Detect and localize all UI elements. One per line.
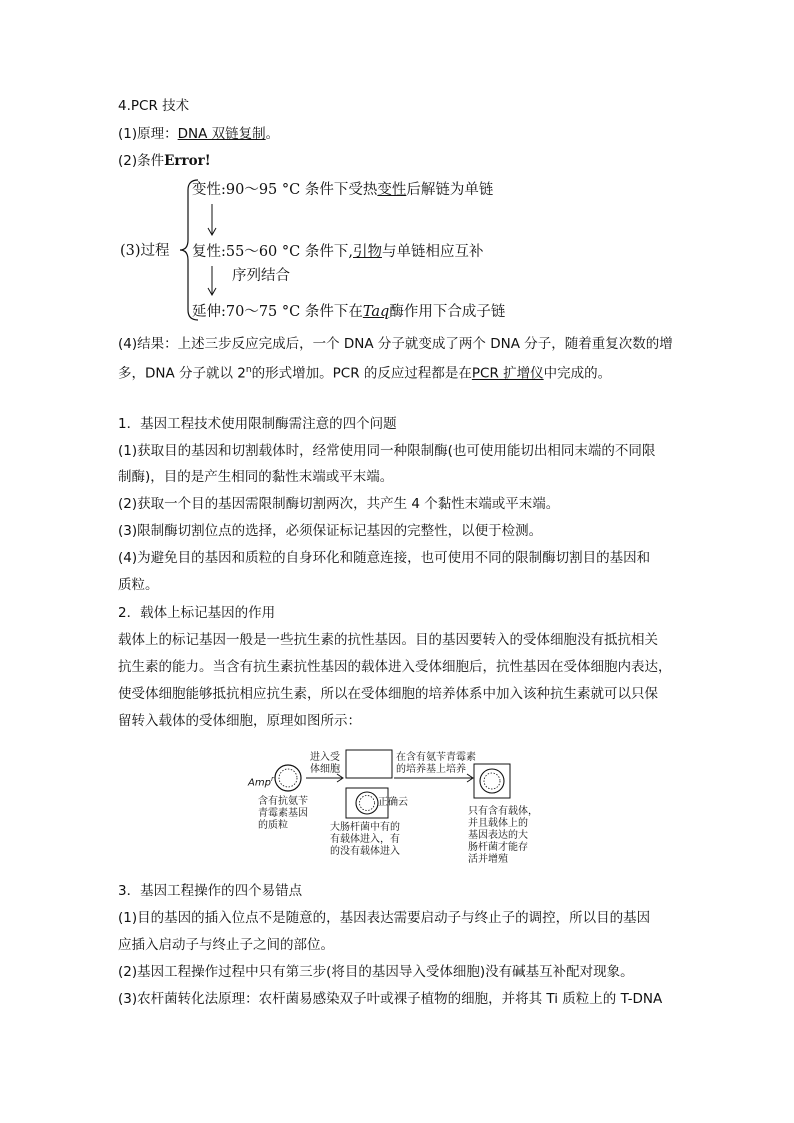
step2-text-b: 与单链相应互补 — [381, 244, 484, 260]
sec2-line1: 载体上的标记基因一般是一些抗生素的抗性基因。目的基因要转入的受体细胞没有抵抗相关 — [118, 632, 658, 648]
sec3-p1-line2: 应插入启动子与终止子之间的部位。 — [118, 937, 334, 953]
plasmid-caption — [258, 796, 308, 832]
step-extend — [192, 302, 505, 322]
step3-underline: Taq — [362, 304, 390, 320]
step3-text-b: 酶作用下合成子链 — [389, 304, 506, 320]
pcr-condition — [118, 151, 211, 171]
pcr-principle — [118, 124, 279, 144]
arrow2-caption-1: 在含有氨苄青霉素 — [396, 752, 476, 763]
result2-a: 多，DNA 分子就以 2 — [118, 365, 246, 382]
step2-text-a: 复性:55～60 °C 条件下, — [192, 244, 353, 260]
plasmid-caption-2: 青霉素基因 — [258, 808, 308, 819]
step-denature — [192, 180, 493, 200]
step1-underline: 变性 — [377, 182, 407, 198]
ecoli-caption-1: 大肠杆菌中有的 — [330, 822, 400, 833]
step3-text-a: 延伸:70～75 °C 条件下在 — [192, 304, 363, 320]
arrow2-caption-2: 的培养基上培养 — [396, 764, 466, 775]
result-caption — [468, 806, 538, 866]
step-anneal-cont: 序列结合 — [232, 268, 290, 284]
sec1-p4-line1: (4)为避免目的基因和质粒的自身环化和随意连接，也可使用不同的限制酶切割目的基因和 — [118, 550, 651, 566]
sec2-line3: 使受体细胞能够抵抗相应抗生素，所以在受体细胞的培养体系中加入该种抗生素就可以只保 — [118, 686, 658, 702]
selection-figure — [244, 744, 544, 864]
sec3-p3: (3)农杆菌转化法原理：农杆菌易感染双子叶或裸子植物的细胞，并将其 Ti 质粒上的 T-DNA — [118, 991, 663, 1007]
process-label: (3)过程 — [120, 243, 170, 259]
sec3-p2: (2)基因工程操作过程中只有第三步(将目的基因导入受体细胞)没有碱基互补配对现象。 — [118, 964, 634, 980]
amp-label — [248, 773, 274, 789]
result-caption-2: 并且载体上的 — [468, 818, 528, 829]
arrow1-caption-1: 进入受 — [310, 752, 340, 763]
step1-text-b: 后解链为单链 — [406, 182, 494, 198]
sec1-p2: (2)获取一个目的基因需限制酶切割两次，共产生 4 个黏性末端或平末端。 — [118, 496, 560, 512]
amp-sup: r — [270, 775, 274, 783]
down-arrow-icon — [206, 204, 218, 238]
down-arrow-icon — [206, 266, 218, 300]
arrow2-caption — [396, 752, 476, 776]
sec1-p1-line2: 制酶)，目的是产生相同的黏性末端或平末端。 — [118, 469, 394, 485]
sec3-p1-line1: (1)目的基因的插入位点不是随意的，基因表达需要启动子与终止子的调控，所以目的基因 — [118, 910, 651, 926]
result-caption-3: 基因表达的大 — [468, 830, 528, 841]
plasmid-caption-3: 的质粒 — [258, 820, 288, 831]
sec1-p3: (3)限制酶切割位点的选择，必须保证标记基因的完整性，以便于检测。 — [118, 523, 543, 539]
arrow1-caption — [310, 752, 340, 776]
result-caption-1: 只有含有载体， — [468, 806, 538, 817]
result2-u: PCR 扩增仪 — [471, 365, 544, 382]
sec1-p1-line1: (1)获取目的基因和切割载体时，经常使用同一种限制酶(也可使用能切出相同末端的不同限 — [118, 443, 656, 459]
pcr-heading: 4.PCR 技术 — [118, 98, 190, 114]
sec2-line4: 留转入载体的受体细胞，原理如图所示： — [118, 713, 361, 729]
result2-b: 的形式增加。PCR 的反应过程都是在 — [251, 365, 472, 382]
pcr-result-1: (4)结果：上述三步反应完成后，一个 DNA 分子就变成了两个 DNA 分子，随着重复次数的增 — [118, 336, 673, 352]
condition-error: Error! — [164, 153, 211, 169]
sec3-title: 3．基因工程操作的四个易错点 — [118, 883, 303, 899]
sec2-line2: 抗生素的能力。当含有抗生素抗性基因的载体进入受体细胞后，抗性基因在受体细胞内表达， — [118, 659, 672, 675]
pcr-result-2 — [118, 360, 611, 384]
principle-value: DNA 双链复制 — [177, 126, 266, 142]
plasmid-caption-1: 含有抗氨苄 — [258, 796, 308, 807]
step-anneal — [192, 242, 483, 262]
result2-c: 中完成的。 — [543, 365, 612, 382]
ecoli-caption — [330, 822, 400, 858]
arrow1-caption-2: 体细胞 — [310, 764, 340, 775]
ecoli-caption-2: 有载体进入，有 — [330, 834, 400, 845]
step1-text-a: 变性:90～95 °C 条件下受热 — [192, 182, 378, 198]
condition-prefix: (2)条件 — [118, 153, 165, 169]
result-caption-5: 活并增殖 — [468, 854, 508, 865]
amp-text: Amp — [248, 777, 271, 789]
figure-watermark: 正确云 — [378, 797, 408, 808]
sec2-title: 2．载体上标记基因的作用 — [118, 605, 276, 621]
result-caption-4: 肠杆菌才能存 — [468, 842, 528, 853]
sec1-title: 1．基因工程技术使用限制酶需注意的四个问题 — [118, 416, 397, 432]
result2-sup: n — [245, 365, 252, 375]
step2-underline: 引物 — [352, 244, 382, 260]
principle-prefix: (1)原理： — [118, 126, 178, 142]
principle-end: 。 — [265, 126, 280, 142]
sec1-p4-line2: 质粒。 — [118, 577, 159, 593]
ecoli-caption-3: 的没有载体进入 — [330, 846, 400, 857]
